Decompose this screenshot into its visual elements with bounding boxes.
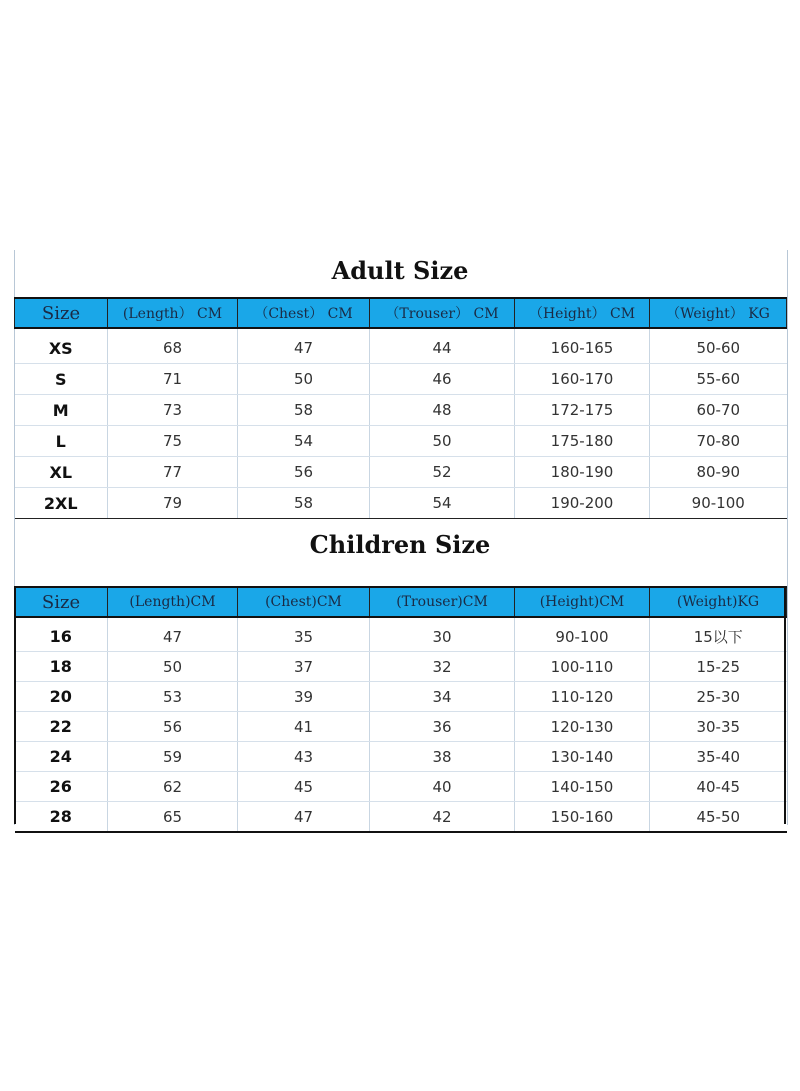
chest-cell: 45 bbox=[238, 772, 370, 802]
children-header-row bbox=[15, 587, 787, 617]
height-cell: 150-160 bbox=[515, 802, 650, 833]
length-cell: 65 bbox=[108, 802, 238, 833]
chest-cell: 58 bbox=[238, 488, 370, 519]
table-row bbox=[15, 333, 787, 364]
chest-cell: 35 bbox=[238, 622, 370, 652]
length-cell: 62 bbox=[108, 772, 238, 802]
trouser-cell: 44 bbox=[370, 333, 515, 364]
height-cell: 120-130 bbox=[515, 712, 650, 742]
height-cell: 190-200 bbox=[515, 488, 650, 519]
length-cell: 77 bbox=[108, 457, 238, 488]
trouser-cell: 36 bbox=[370, 712, 515, 742]
adult-header-height: （Height） CM bbox=[515, 298, 650, 328]
trouser-cell: 54 bbox=[370, 488, 515, 519]
chest-cell: 47 bbox=[238, 802, 370, 833]
weight-cell: 70-80 bbox=[650, 426, 787, 457]
weight-cell: 45-50 bbox=[650, 802, 787, 833]
chest-cell: 39 bbox=[238, 682, 370, 712]
weight-cell: 55-60 bbox=[650, 364, 787, 395]
weight-cell: 30-35 bbox=[650, 712, 787, 742]
children-table-right-border bbox=[784, 586, 786, 824]
height-cell: 90-100 bbox=[515, 622, 650, 652]
table-row bbox=[15, 652, 787, 682]
trouser-cell: 40 bbox=[370, 772, 515, 802]
table-row bbox=[15, 742, 787, 772]
size-cell: 22 bbox=[15, 712, 108, 742]
table-row bbox=[15, 622, 787, 652]
adult-size-title: Adult Size bbox=[331, 256, 469, 285]
height-cell: 172-175 bbox=[515, 395, 650, 426]
length-cell: 53 bbox=[108, 682, 238, 712]
children-header-size: Size bbox=[15, 587, 108, 617]
length-cell: 50 bbox=[108, 652, 238, 682]
weight-cell: 40-45 bbox=[650, 772, 787, 802]
chest-cell: 58 bbox=[238, 395, 370, 426]
chest-cell: 47 bbox=[238, 333, 370, 364]
table-row bbox=[15, 772, 787, 802]
length-cell: 47 bbox=[108, 622, 238, 652]
chest-cell: 41 bbox=[238, 712, 370, 742]
height-cell: 175-180 bbox=[515, 426, 650, 457]
length-cell: 59 bbox=[108, 742, 238, 772]
size-cell: 18 bbox=[15, 652, 108, 682]
weight-cell: 90-100 bbox=[650, 488, 787, 519]
weight-cell: 15以下 bbox=[650, 622, 787, 652]
height-cell: 140-150 bbox=[515, 772, 650, 802]
trouser-cell: 52 bbox=[370, 457, 515, 488]
size-cell: XS bbox=[15, 333, 108, 364]
size-cell: 26 bbox=[15, 772, 108, 802]
chest-cell: 37 bbox=[238, 652, 370, 682]
table-row bbox=[15, 682, 787, 712]
weight-cell: 15-25 bbox=[650, 652, 787, 682]
length-cell: 73 bbox=[108, 395, 238, 426]
size-cell: 2XL bbox=[15, 488, 108, 519]
trouser-cell: 32 bbox=[370, 652, 515, 682]
adult-header-length: (Length） CM bbox=[108, 298, 238, 328]
trouser-cell: 30 bbox=[370, 622, 515, 652]
table-row bbox=[15, 802, 787, 833]
height-cell: 160-165 bbox=[515, 333, 650, 364]
table-row bbox=[15, 712, 787, 742]
size-cell: M bbox=[15, 395, 108, 426]
trouser-cell: 48 bbox=[370, 395, 515, 426]
height-cell: 130-140 bbox=[515, 742, 650, 772]
chest-cell: 56 bbox=[238, 457, 370, 488]
size-cell: 20 bbox=[15, 682, 108, 712]
trouser-cell: 38 bbox=[370, 742, 515, 772]
children-size-title: Children Size bbox=[309, 530, 491, 559]
weight-cell: 80-90 bbox=[650, 457, 787, 488]
table-row bbox=[15, 488, 787, 519]
adult-header-trouser: （Trouser） CM bbox=[370, 298, 515, 328]
length-cell: 79 bbox=[108, 488, 238, 519]
chest-cell: 54 bbox=[238, 426, 370, 457]
height-cell: 100-110 bbox=[515, 652, 650, 682]
height-cell: 110-120 bbox=[515, 682, 650, 712]
table-row bbox=[15, 457, 787, 488]
children-size-table bbox=[14, 586, 787, 833]
trouser-cell: 50 bbox=[370, 426, 515, 457]
size-cell: L bbox=[15, 426, 108, 457]
table-row bbox=[15, 364, 787, 395]
children-header-trouser: (Trouser)CM bbox=[370, 587, 515, 617]
length-cell: 75 bbox=[108, 426, 238, 457]
trouser-cell: 46 bbox=[370, 364, 515, 395]
children-header-chest: (Chest)CM bbox=[238, 587, 370, 617]
length-cell: 56 bbox=[108, 712, 238, 742]
weight-cell: 50-60 bbox=[650, 333, 787, 364]
adult-header-row bbox=[15, 298, 787, 328]
table-row bbox=[15, 395, 787, 426]
children-header-height: (Height)CM bbox=[515, 587, 650, 617]
size-cell: S bbox=[15, 364, 108, 395]
size-cell: 28 bbox=[15, 802, 108, 833]
chest-cell: 50 bbox=[238, 364, 370, 395]
size-cell: 24 bbox=[15, 742, 108, 772]
children-table-left-border bbox=[14, 586, 16, 824]
adult-size-table bbox=[14, 297, 787, 519]
trouser-cell: 34 bbox=[370, 682, 515, 712]
children-header-length: (Length)CM bbox=[108, 587, 238, 617]
weight-cell: 25-30 bbox=[650, 682, 787, 712]
adult-header-chest: （Chest） CM bbox=[238, 298, 370, 328]
table-row bbox=[15, 426, 787, 457]
chest-cell: 43 bbox=[238, 742, 370, 772]
children-header-weight: (Weight)KG bbox=[650, 587, 787, 617]
trouser-cell: 42 bbox=[370, 802, 515, 833]
height-cell: 160-170 bbox=[515, 364, 650, 395]
weight-cell: 35-40 bbox=[650, 742, 787, 772]
adult-header-size: Size bbox=[15, 298, 108, 328]
height-cell: 180-190 bbox=[515, 457, 650, 488]
weight-cell: 60-70 bbox=[650, 395, 787, 426]
size-cell: 16 bbox=[15, 622, 108, 652]
length-cell: 71 bbox=[108, 364, 238, 395]
size-cell: XL bbox=[15, 457, 108, 488]
adult-header-weight: （Weight） KG bbox=[650, 298, 787, 328]
length-cell: 68 bbox=[108, 333, 238, 364]
